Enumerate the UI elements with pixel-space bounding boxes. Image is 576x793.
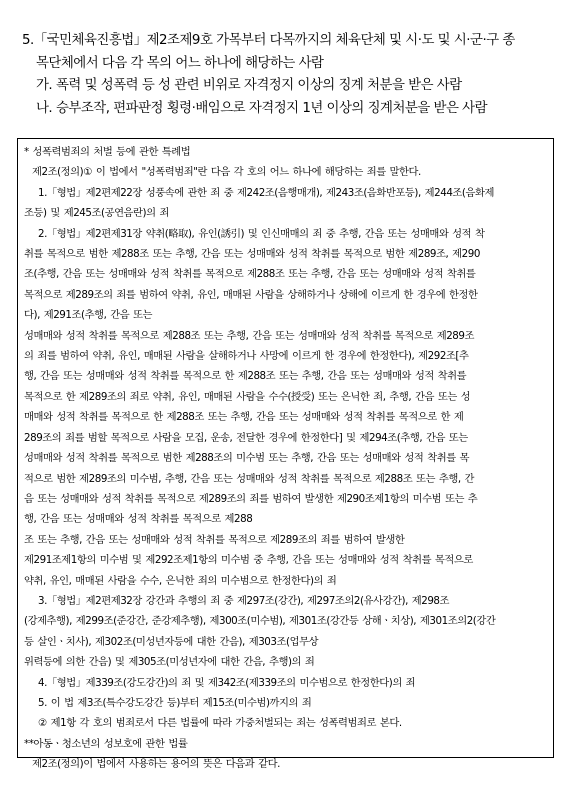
box-line: 성매매와 성적 착취를 목적으로 제288조 또는 추행, 간음 또는 성매매와 성적 착취를 목적으로 제289조 bbox=[24, 329, 475, 342]
box-line: 1.「형법」제2편제22장 성풍속에 관한 죄 중 제242조(음행매개), 제243조(음화반포등), 제244조(음화제 bbox=[38, 186, 494, 199]
box-line: * 성폭력범죄의 처벌 등에 관한 특례법 bbox=[24, 146, 191, 158]
box-line: 289조의 죄를 범할 목적으로 사람을 모집, 운송, 전달한 경우에 한정한다] 및 제294조(추행, 간음 또는 bbox=[24, 431, 468, 444]
box-line: 행, 간음 또는 성매매와 성적 착취를 목적으로 한 제288조 또는 추행, 간음 또는 성매매와 성적 착취를 bbox=[24, 370, 467, 383]
box-line: ② 제1항 각 호의 범죄로서 다른 법률에 따라 가중처벌되는 죄는 성폭력범죄로 본다. bbox=[38, 717, 402, 730]
box-line: 조(추행, 간음 또는 성매매와 성적 착취를 목적으로 제288조 또는 추행, 간음 또는 성매매와 성적 착취를 bbox=[24, 268, 476, 281]
box-line: 조등) 및 제245조(공연음란)의 죄 bbox=[24, 207, 169, 220]
box-line: 조 또는 추행, 간음 또는 성매매와 성적 착취를 목적으로 제289조의 죄를 범하여 발생한 bbox=[24, 533, 405, 546]
box-line: 제2조(정의)이 법에서 사용하는 용어의 뜻은 다음과 같다. bbox=[32, 758, 280, 771]
item-5-line-2: 목단체에서 다음 각 목의 어느 하나에 해당하는 사람 bbox=[36, 55, 324, 71]
box-line: 취를 목적으로 범한 제288조 또는 추행, 간음 또는 성매매와 성적 착취를 목적으로 범한 제289조, 제290 bbox=[24, 248, 480, 261]
box-line: 위력등에 의한 간음) 및 제305조(미성년자에 대한 간음, 추행)의 죄 bbox=[24, 656, 315, 669]
box-line: (강제추행), 제299조(준강간, 준강제추행), 제300조(미수범), 제301조(강간등 상해ㆍ치상), 제301조의2(강간 bbox=[24, 615, 496, 628]
box-line: 성매매와 성적 착취를 목적으로 범한 제288조의 미수범 또는 추행, 간음 또는 성매매와 성적 착취를 목 bbox=[24, 452, 470, 465]
box-line: 3.「형법」제2편제32장 강간과 추행의 죄 중 제297조(강간), 제297조의2(유사강간), 제298조 bbox=[38, 594, 450, 607]
box-line: 등 살인ㆍ치사), 제302조(미성년자등에 대한 간음), 제303조(업무상 bbox=[24, 635, 319, 648]
box-line: 매매와 성적 착취를 목적으로 한 제288조 또는 추행, 간음 또는 성매매와 성적 착취를 목적으로 한 제 bbox=[24, 411, 464, 424]
item-5-ga: 가. 폭력 및 성폭력 등 성 관련 비위로 자격정지 이상의 징계 처분을 받은 사람 bbox=[36, 78, 462, 94]
top-section bbox=[22, 30, 562, 121]
box-line: 5. 이 법 제3조(특수강도강간 등)부터 제15조(미수범)까지의 죄 bbox=[38, 696, 312, 709]
footnote-box bbox=[17, 138, 554, 771]
item-5-line-1: 5.「국민체육진흥법」제2조제9호 가목부터 다목까지의 체육단체 및 시·도 및 시·군·구 종 bbox=[22, 33, 515, 48]
box-line: 4.「형법」제339조(강도강간)의 죄 및 제342조(제339조의 미수범으로 한정한다)의 죄 bbox=[38, 676, 416, 689]
box-line: 적으로 범한 제289조의 미수범, 추행, 간음 또는 성매매와 성적 착취를 목적으로 제288조 또는 추행, 간 bbox=[24, 472, 474, 485]
box-line: 2.「형법」제2편제31장 약취(略取), 유인(誘引) 및 인신매매의 죄 중 추행, 간음 또는 성매매와 성적 착 bbox=[38, 227, 485, 240]
item-5-na: 나. 승부조작, 편파판정 횡령·배임으로 자격정지 1년 이상의 징계처분을 받은 사람 bbox=[36, 101, 488, 117]
box-line: 목적으로 한 제289조의 죄로 약취, 유인, 매매된 사람을 수수(授受) 또는 은닉한 죄, 추행, 간음 또는 성 bbox=[24, 390, 471, 403]
box-line: 의 죄를 범하여 약취, 유인, 매매된 사람을 살해하거나 사망에 이르게 한 경우에 한정한다), 제292조[추 bbox=[24, 350, 469, 363]
box-line: **아동ㆍ청소년의 성보호에 관한 법률 bbox=[24, 737, 188, 750]
box-line: 약취, 유인, 매매된 사람을 수수, 은닉한 죄의 미수범으로 한정한다)의 죄 bbox=[24, 574, 337, 587]
box-line: 다), 제291조(추행, 간음 또는 bbox=[24, 309, 153, 322]
box-line: 제291조제1항의 미수범 및 제292조제1항의 미수범 중 추행, 간음 또는 성매매와 성적 착취를 목적으로 bbox=[24, 554, 473, 567]
box-line: 음 또는 성매매와 성적 착취를 목적으로 제289조의 죄를 범하여 발생한 제290조제1항의 미수범 또는 추 bbox=[24, 492, 478, 505]
box-line: 목적으로 제289조의 죄를 범하여 약취, 유인, 매매된 사람을 상해하거나 상해에 이르게 한 경우에 한정한 bbox=[24, 288, 478, 301]
box-line: 행, 간음 또는 성매매와 성적 착취를 목적으로 제288 bbox=[24, 513, 253, 526]
box-line: 제2조(정의)① 이 법에서 "성폭력범죄"란 다음 각 호의 어느 하나에 해당하는 죄를 말한다. bbox=[32, 166, 421, 179]
